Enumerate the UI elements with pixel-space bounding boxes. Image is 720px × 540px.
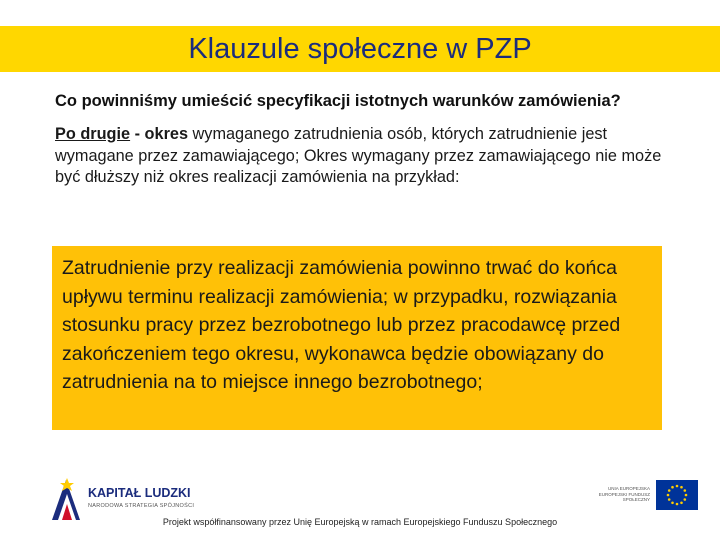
logo-left-name: KAPITAŁ LUDZKI (88, 486, 191, 500)
slide-title: Klauzule społeczne w PZP (188, 32, 532, 65)
eu-logo (596, 480, 700, 514)
eu-flag-icon (656, 480, 698, 510)
eu-logo-text: UNIA EUROPEJSKA EUROPEJSKI FUNDUSZ SPOŁECZNY (598, 486, 650, 502)
logo-left-sub: NARODOWA STRATEGIA SPÓJNOŚCI (88, 503, 195, 509)
title-bar (0, 26, 720, 72)
para-dash: - okres (130, 125, 189, 143)
kapital-ludzki-logo-icon (50, 476, 84, 522)
footer (0, 460, 720, 540)
question-text: Co powinniśmy umieścić specyfikacji istotnych warunków zamówienia? (55, 92, 621, 110)
para-rest: wymaganego zatrudnienia osób, których zatrudnienie jest wymagane przez zamawiającego; Okres wymagany przez zamawiającego nie może być dłuższy niż okres realizacji zamówienia na przykład: (55, 125, 662, 186)
highlight-box: Zatrudnienie przy realizacji zamówienia powinno trwać do końca upływu terminu realizacji zamówienia; w przypadku, rozwiązania stosunku pracy przez bezrobotnego lub przez pracodawcę przed zakończeniem tego okresu, wykonawca będzie obowiązany do zatrudnienia na to miejsce innego bezrobotnego; (52, 246, 662, 430)
para-lead: Po drugie (55, 125, 131, 143)
cofinancing-note: Projekt współfinansowany przez Unię Europejską w ramach Europejskiego Funduszu Społecznego (162, 517, 558, 527)
body-paragraph (55, 124, 675, 189)
